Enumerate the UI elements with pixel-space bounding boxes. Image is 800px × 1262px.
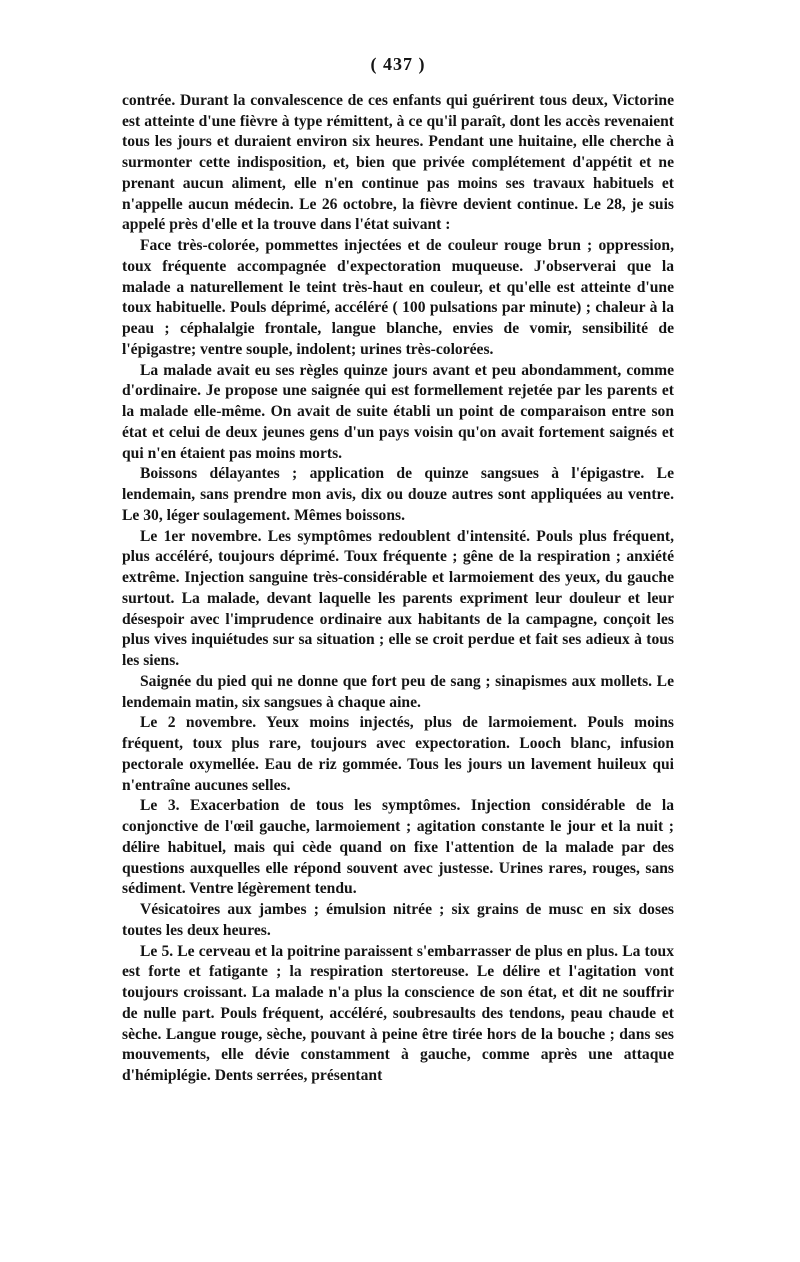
paragraph-2: Face très-colorée, pommettes injectées et de couleur rouge brun ; oppression, toux fréquente accompagnée d'expectoration muqueuse. J'observerai que la malade a naturellement le teint très-haut en couleur, et qu'elle est atteinte d'une toux habituelle. Pouls déprimé, accéléré ( 100 pulsations par minute) ; chaleur à la peau ; céphalalgie frontale, langue blanche, envies de vomir, sensibilité de l'épigastre; ventre souple, indolent; urines très-colorées. [122, 237, 674, 358]
paragraph-8: Le 3. Exacerbation de tous les symptômes. Injection considérable de la conjonctive de l'œil gauche, larmoiement ; agitation constante le jour et la nuit ; délire habituel, mais qui cède quand on fixe l'attention de la malade par des questions auxquelles elle répond souvent avec justesse. Urines rares, rouges, sans sédiment. Ventre légèrement tendu. [122, 797, 674, 898]
document-page [122, 54, 674, 1087]
paragraph-1: contrée. Durant la convalescence de ces enfants qui guérirent tous deux, Victorine est atteinte d'une fièvre à type rémittent, à ce qu'il paraît, dont les accès revenaient tous les jours et duraient environ six heures. Pendant une huitaine, elle cherche à surmonter cette indisposition, et, bien que privée complétement d'appétit et ne prenant aucun aliment, elle n'en continue pas moins ses travaux habituels et n'appelle aucun médecin. Le 26 octobre, la fièvre devient continue. Le 28, je suis appelé près d'elle et la trouve dans l'état suivant : [122, 91, 674, 234]
paragraph-4: Boissons délayantes ; application de quinze sangsues à l'épigastre. Le lendemain, sans prendre mon avis, dix ou douze autres sont appliquées au ventre. Le 30, léger soulagement. Mêmes boissons. [122, 465, 674, 524]
paragraph-10: Le 5. Le cerveau et la poitrine paraissent s'embarrasser de plus en plus. La toux est forte et fatigante ; la respiration stertoreuse. Le délire et l'agitation vont toujours croissant. La malade n'a plus la conscience de son état, et dit ne souffrir de nulle part. Pouls fréquent, accéléré, soubresaults des tendons, peau chaude et sèche. Langue rouge, sèche, pouvant à peine être tirée hors de la bouche ; dans ses mouvements, elle dévie constamment à gauche, comme après une attaque d'hémiplégie. Dents serrées, présentant [122, 942, 674, 1084]
page-number: ( 437 ) [370, 54, 426, 74]
paragraph-3: La malade avait eu ses règles quinze jours avant et peu abondamment, comme d'ordinaire. Je propose une saignée qui est formellement rejetée par les parents et la malade elle-même. On avait de suite établi un point de comparaison entre son état et celui de deux jeunes gens d'un pays voisin qu'on avait fortement saignés et qui n'en étaient pas moins morts. [122, 361, 674, 462]
paragraph-5: Le 1er novembre. Les symptômes redoublent d'intensité. Pouls plus fréquent, plus accéléré, toujours déprimé. Toux fréquente ; gêne de la respiration ; anxiété extrême. Injection sanguine très-considérable et larmoiement des yeux, du gauche surtout. La malade, devant laquelle les parents expriment leur douleur et leur désespoir avec l'imprudence ordinaire aux habitants de la campagne, conçoit les plus vives inquiétudes sur sa situation ; elle se croit perdue et fait ses adieux à tous les siens. [122, 527, 674, 669]
paragraph-7: Le 2 novembre. Yeux moins injectés, plus de larmoiement. Pouls moins fréquent, toux plus rare, toujours avec expectoration. Looch blanc, infusion pectorale oxymellée. Eau de riz gommée. Tous les jours un lavement huileux qui n'entraîne aucunes selles. [122, 714, 674, 794]
paragraph-9: Vésicatoires aux jambes ; émulsion nitrée ; six grains de musc en six doses toutes les deux heures. [122, 901, 674, 939]
paragraph-6: Saignée du pied qui ne donne que fort peu de sang ; sinapismes aux mollets. Le lendemain matin, six sangsues à chaque aine. [122, 672, 674, 711]
